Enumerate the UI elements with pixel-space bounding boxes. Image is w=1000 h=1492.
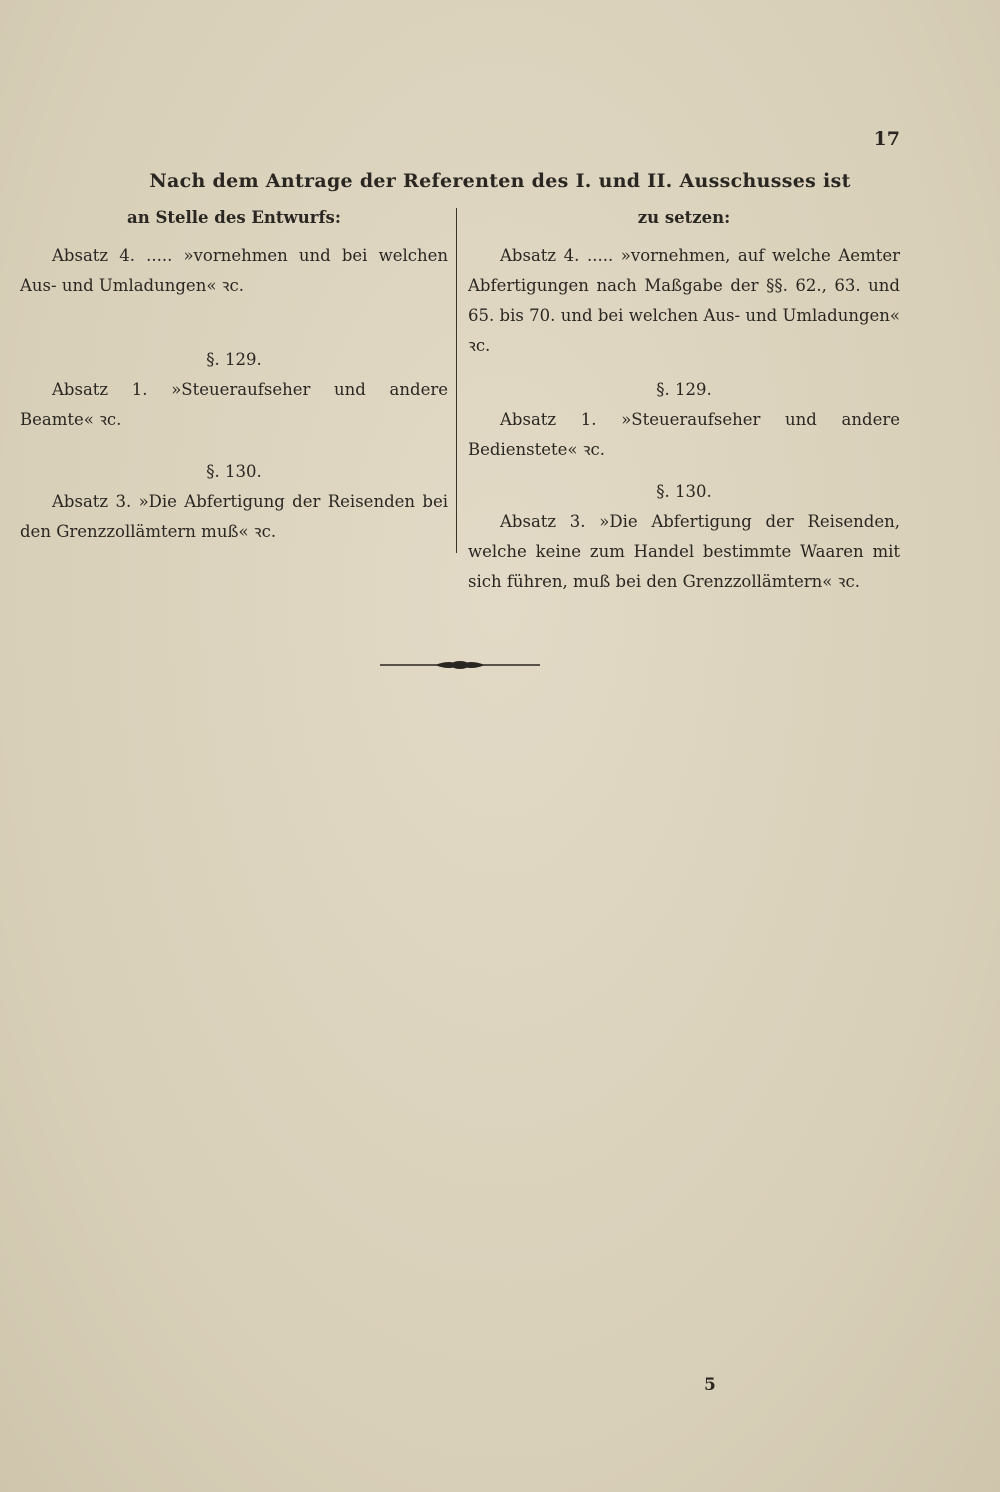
ornament-rule-icon bbox=[380, 655, 540, 675]
left-column-title: an Stelle des Entwurfs: bbox=[127, 208, 341, 227]
column-divider bbox=[456, 208, 457, 553]
right-section-129: §. 129. bbox=[656, 380, 712, 399]
page-header: Nach dem Antrage der Referenten des I. und II. Ausschusses ist bbox=[149, 170, 851, 192]
right-section-130: §. 130. bbox=[656, 482, 712, 501]
left-section-129: §. 129. bbox=[206, 350, 262, 369]
page-number: 17 bbox=[873, 128, 900, 150]
right-column bbox=[468, 203, 900, 597]
right-para-absatz-4: Absatz 4. ..... »vornehmen, auf welche Aemter Abfertigungen nach Maßgabe der §§. 62., 63. und 65. bis 70. und bei welchen Aus- und Umladungen« ꝛc. bbox=[468, 246, 900, 355]
right-para-130-absatz-3: Absatz 3. »Die Abfertigung der Reisenden, welche keine zum Handel bestimmte Waaren mit sich führen, muß bei den Grenzzollämtern« ꝛc. bbox=[468, 512, 900, 591]
left-para-absatz-4: Absatz 4. ..... »vornehmen und bei welchen Aus- und Umladungen« ꝛc. bbox=[20, 246, 448, 295]
signature-mark: 5 bbox=[704, 1375, 716, 1395]
right-column-title: zu setzen: bbox=[637, 208, 731, 227]
right-para-129-absatz-1: Absatz 1. »Steueraufseher und andere Bedienstete« ꝛc. bbox=[468, 410, 900, 459]
left-para-129-absatz-1: Absatz 1. »Steueraufseher und andere Beamte« ꝛc. bbox=[20, 380, 448, 429]
left-column bbox=[20, 203, 448, 547]
left-para-130-absatz-3: Absatz 3. »Die Abfertigung der Reisenden bei den Grenzzollämtern muß« ꝛc. bbox=[20, 492, 448, 541]
left-section-130: §. 130. bbox=[206, 462, 262, 481]
spacer bbox=[20, 301, 448, 323]
